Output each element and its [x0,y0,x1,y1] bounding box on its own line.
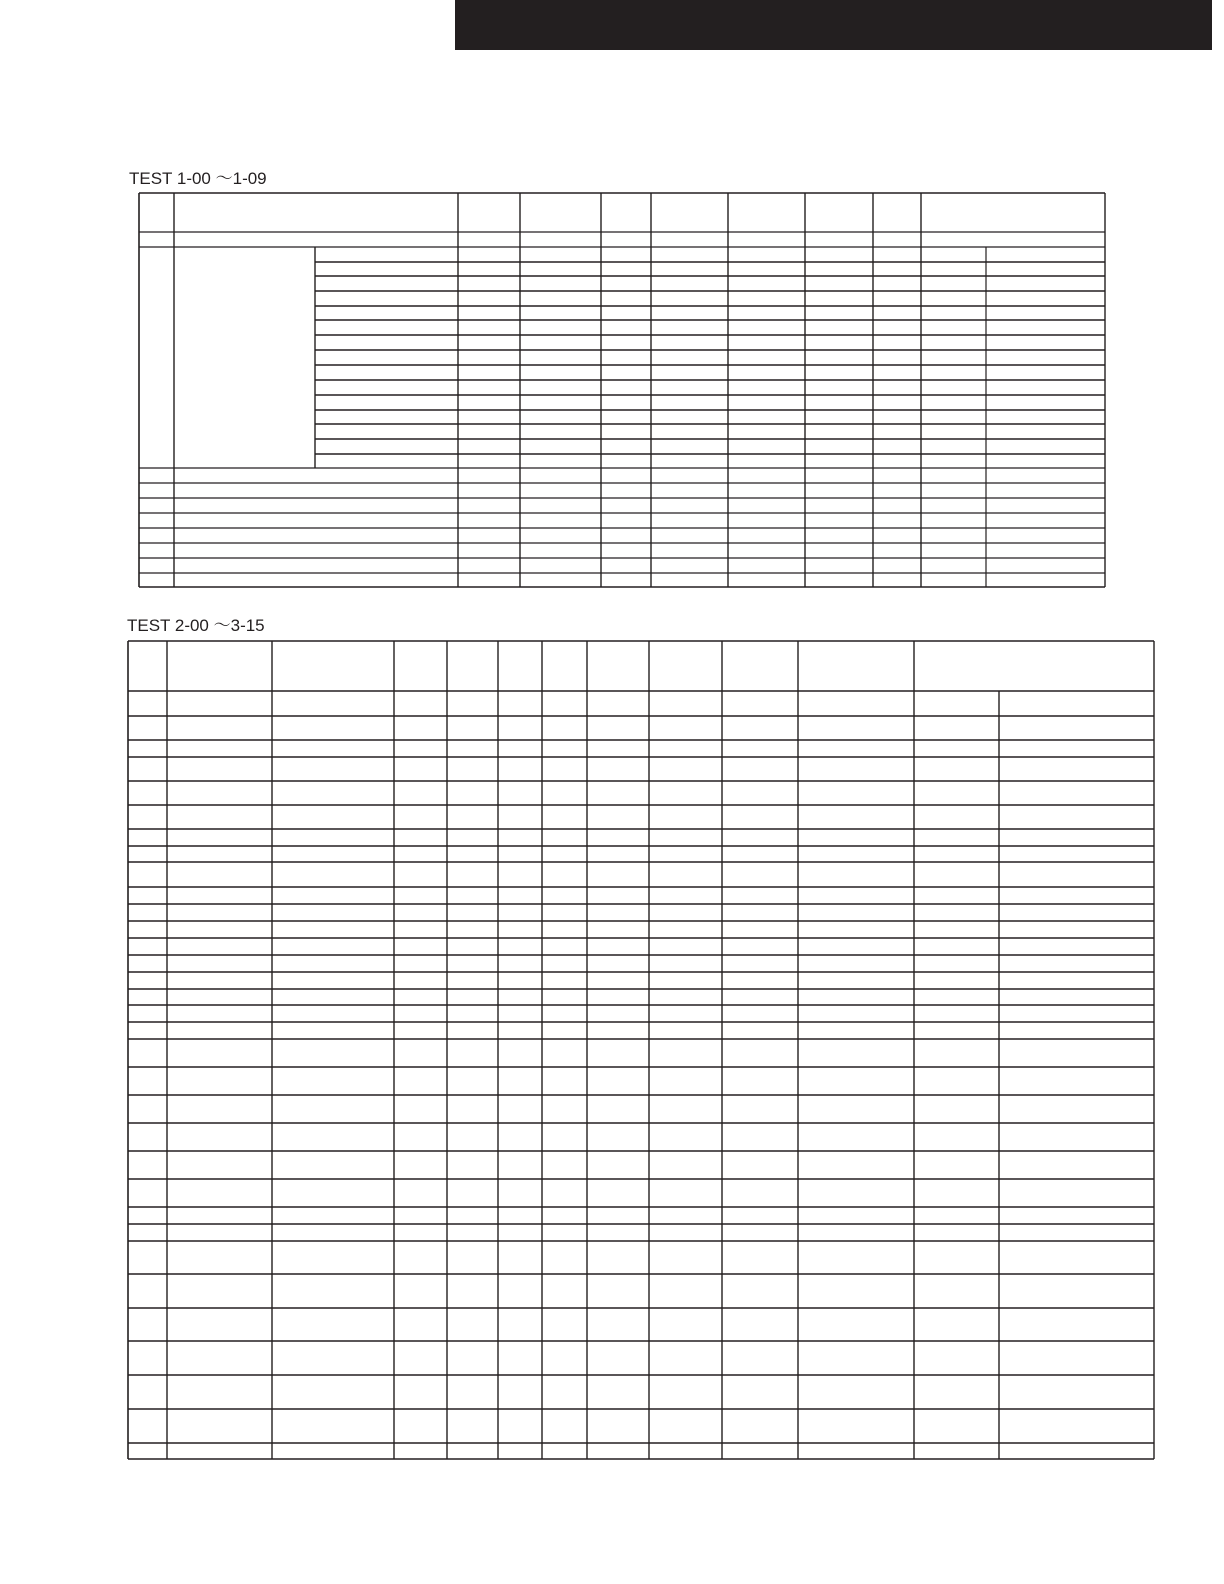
table-2-title: TEST 2-00 〜3-15 [127,616,265,635]
table-1-title: TEST 1-00 〜1-09 [129,169,267,188]
